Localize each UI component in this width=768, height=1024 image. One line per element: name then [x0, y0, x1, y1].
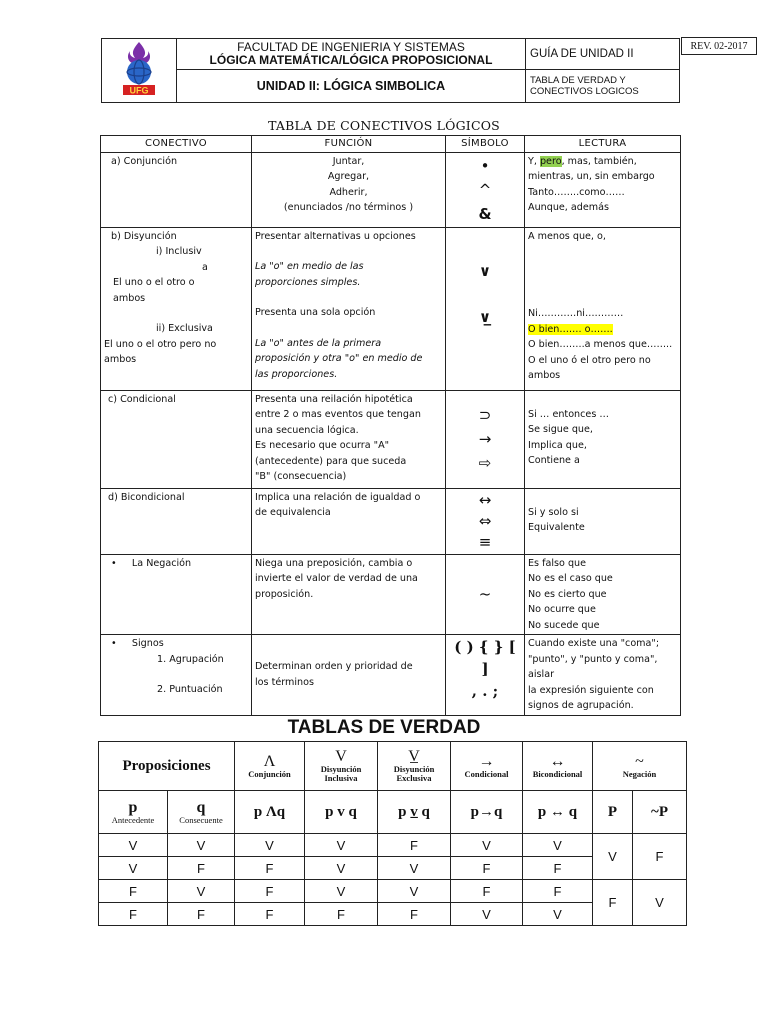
lectura-line: No ocurre que — [528, 604, 596, 615]
disyuncion-name-cell — [101, 227, 252, 390]
bicondicional-name: d) Bicondicional — [101, 488, 252, 554]
truth-cell: V — [235, 834, 305, 857]
revision-box: REV. 02-2017 — [681, 37, 757, 55]
neg-cell: V — [633, 880, 687, 926]
topic-line-2: CONECTIVOS LOGICOS — [530, 85, 639, 97]
truth-cell: V — [523, 834, 593, 857]
funcion-line: Presenta una sola opción — [255, 307, 376, 318]
truth-cell: F — [99, 880, 168, 903]
left-right-arrow-icon: ↔ — [549, 752, 566, 770]
truth-cell: F — [378, 903, 451, 926]
funcion-line: proposición. — [255, 588, 314, 600]
exclusiva-desc: ambos — [104, 354, 137, 365]
lectura-line: ambos — [528, 370, 561, 381]
op-disyuncion-inclusiva — [305, 742, 378, 791]
faculty-name: FACULTAD DE INGENIERIA Y SISTEMAS — [237, 39, 465, 54]
truth-cell: F — [99, 903, 168, 926]
truth-cell: F — [523, 857, 593, 880]
head-neg-notp: ~P — [633, 791, 687, 834]
op-negacion — [593, 742, 687, 791]
signos-title-line — [111, 636, 248, 652]
truth-cell: V — [168, 880, 235, 903]
condicional-funcion — [252, 390, 446, 488]
condicional-name: c) Condicional — [101, 390, 252, 488]
lectura-line: No sucede que — [528, 619, 600, 631]
neg-cell: V — [593, 834, 633, 880]
conjuncion-symbols — [446, 152, 525, 227]
lectura-text: Y, — [528, 155, 540, 167]
truth-tables-title: TABLAS DE VERDAD — [287, 717, 481, 738]
logo-cell — [102, 39, 177, 103]
truth-row — [99, 834, 687, 857]
connectives-header-row — [101, 136, 681, 153]
truth-cell: F — [235, 880, 305, 903]
course-title-cell — [177, 39, 526, 70]
caret-symbol: ^ — [478, 180, 492, 199]
funcion-line: Presentar alternativas u opciones — [255, 230, 416, 242]
negacion-lectura — [525, 554, 681, 635]
condicional-symbols — [446, 390, 525, 488]
truth-cell: V — [168, 834, 235, 857]
var-caption: Consecuente — [179, 814, 223, 825]
truth-table — [98, 741, 687, 926]
lectura-text: , mas, también, — [561, 155, 637, 167]
exclusiva-label: ii) Exclusiva — [156, 323, 213, 334]
neg-cell: F — [593, 880, 633, 926]
truth-cell: V — [305, 880, 378, 903]
truth-cell: V — [378, 857, 451, 880]
truth-cell: V — [378, 880, 451, 903]
truth-cell: F — [235, 857, 305, 880]
svg-text:UFG: UFG — [129, 85, 149, 96]
right-arrow-symbol: → — [478, 430, 492, 448]
exclusiva-desc: El uno o el otro pero no — [104, 338, 217, 350]
lectura-line — [528, 322, 677, 338]
connectives-table — [100, 135, 681, 716]
lectura-line: A menos que, o, — [528, 230, 606, 242]
lectura-line: No es el caso que — [528, 573, 613, 584]
funcion-line: (enunciados /no términos ) — [283, 202, 414, 213]
tilde-symbol: ~ — [478, 585, 492, 604]
col-header-conectivo: CONECTIVO — [101, 136, 252, 153]
truth-cell: F — [451, 880, 523, 903]
truth-cell: V — [451, 903, 523, 926]
row-disyuncion — [101, 227, 681, 390]
left-right-arrow-symbol: ↔ — [478, 490, 492, 509]
truth-cell: F — [523, 880, 593, 903]
condicional-lectura — [525, 390, 681, 488]
col-header-lectura: LECTURA — [525, 136, 681, 153]
funcion-line: Agregar, — [327, 171, 370, 182]
var-symbol: p — [128, 798, 138, 816]
funcion-line: (antecedente) para que suceda — [255, 455, 407, 467]
truth-cell: F — [451, 857, 523, 880]
truth-cell: V — [523, 903, 593, 926]
row-conjuncion — [101, 152, 681, 227]
white-right-arrow-symbol: ⇨ — [478, 454, 492, 472]
puntuacion-label: 2. Puntuación — [157, 684, 223, 695]
funcion-line: Niega una preposición, cambia o — [255, 557, 413, 569]
document-header — [101, 38, 680, 103]
conjuncion-funcion — [252, 152, 446, 227]
lectura-line: O bien……..a menos que…….. — [528, 339, 673, 350]
funcion-line: entre 2 o mas eventos que tengan — [255, 409, 421, 420]
lectura-line: mientras, un, sin embargo — [528, 171, 655, 182]
bullet-icon: • — [111, 638, 117, 649]
lectura-line: Ni…………ni………… — [528, 308, 624, 319]
lectura-line: "punto", y "punto y coma", aislar — [528, 653, 658, 680]
signos-lectura — [525, 635, 681, 716]
op-bicondicional — [523, 742, 593, 791]
bicondicional-symbols — [446, 488, 525, 554]
funcion-line: Adherir, — [329, 186, 368, 198]
inclusiva-label: i) Inclusiv — [156, 246, 202, 257]
inclusive-or-symbol: ∨ — [478, 261, 492, 280]
highlighted-word: pero — [539, 155, 562, 167]
truth-cell: V — [305, 857, 378, 880]
lectura-line: No es cierto que — [528, 588, 607, 600]
lectura-line: Tanto……..como…… — [528, 186, 625, 198]
col-header-simbolo: SÍMBOLO — [446, 136, 525, 153]
funcion-note: las proporciones. — [255, 368, 338, 380]
disyuncion-lectura — [525, 227, 681, 390]
negacion-name: La Negación — [131, 557, 192, 569]
head-and: p Λq — [235, 791, 305, 834]
row-negacion — [101, 554, 681, 635]
col-header-funcion: FUNCIÓN — [252, 136, 446, 153]
inclusiva-desc: El uno o el otro o — [113, 277, 195, 288]
negacion-name-cell — [101, 554, 252, 635]
funcion-line: de equivalencia — [255, 507, 331, 518]
var-p — [99, 791, 168, 834]
lectura-line: Contiene a — [528, 455, 580, 466]
truth-cell: F — [235, 903, 305, 926]
op-label: Negación — [622, 768, 657, 779]
op-label: Bicondicional — [532, 768, 583, 779]
funcion-line: invierte el valor de verdad de una — [255, 573, 418, 584]
conjuncion-name: a) Conjunción — [101, 152, 252, 227]
truth-cell: F — [168, 903, 235, 926]
op-label: Inclusiva — [324, 773, 358, 783]
bullet-icon: • — [111, 557, 117, 569]
op-conjuncion — [235, 742, 305, 791]
bicondicional-funcion — [252, 488, 446, 554]
funcion-line: una secuencia lógica. — [255, 424, 359, 436]
inclusiva-label-wrap: a — [202, 261, 208, 273]
funcion-note: La "o" en medio de las — [255, 261, 364, 272]
lectura-line: Si … entonces … — [528, 408, 609, 420]
lectura-line: Cuando existe una "coma"; — [528, 638, 660, 649]
funcion-line: los términos — [255, 676, 314, 688]
var-caption: Antecedente — [111, 814, 155, 825]
agrupacion-label: 1. Agrupación — [157, 653, 224, 665]
op-label: Disyunción — [393, 764, 435, 774]
topic-line-1: TABLA DE VERDAD Y — [530, 74, 626, 86]
equivalence-symbol: ≡ — [478, 532, 492, 551]
signos-name: Signos — [131, 638, 164, 649]
conjuncion-lectura — [525, 152, 681, 227]
var-q — [168, 791, 235, 834]
or-icon: V — [335, 748, 347, 765]
funcion-line: Presenta una reilación hipotética — [255, 393, 413, 405]
row-signos — [101, 635, 681, 716]
truth-var-row — [99, 791, 687, 834]
superset-symbol: ⊃ — [478, 406, 492, 424]
bicondicional-lectura — [525, 488, 681, 554]
negacion-funcion — [252, 554, 446, 635]
lectura-line — [528, 154, 677, 170]
connectives-title: TABLA DE CONECTIVOS LÓGICOS — [268, 118, 500, 133]
truth-cell: V — [99, 834, 168, 857]
op-label: Disyunción — [320, 764, 362, 774]
head-or: p v q — [305, 791, 378, 834]
lectura-line: Equivalente — [528, 522, 585, 533]
funcion-line: "B" (consecuencia) — [255, 471, 347, 482]
op-label: Condicional — [464, 768, 509, 779]
double-arrow-symbol: ⇔ — [478, 511, 492, 530]
truth-cell: F — [378, 834, 451, 857]
ufg-logo-icon — [117, 39, 161, 97]
course-name: LÓGICA MATEMÁTICA/LÓGICA PROPOSICIONAL — [209, 52, 493, 67]
var-symbol: q — [196, 798, 206, 816]
op-label: Exclusiva — [396, 773, 432, 783]
funcion-line: Juntar, — [332, 155, 365, 167]
funcion-line: Implica una relación de igualdad o — [255, 491, 421, 503]
op-disyuncion-exclusiva — [378, 742, 451, 791]
neg-cell: F — [633, 834, 687, 880]
lectura-line: Aunque, además — [528, 202, 609, 213]
truth-cell: F — [305, 903, 378, 926]
truth-op-row — [99, 742, 687, 791]
truth-cell: F — [168, 857, 235, 880]
head-cond: p→q — [451, 791, 523, 834]
ampersand-symbol: & — [478, 204, 492, 223]
truth-cell: V — [305, 834, 378, 857]
disyuncion-name: b) Disyunción — [111, 230, 177, 242]
truth-cell: V — [451, 834, 523, 857]
topic-cell — [526, 69, 680, 102]
funcion-note: La "o" antes de la primera — [255, 337, 382, 349]
row-condicional — [101, 390, 681, 488]
lectura-line: signos de agrupación. — [528, 700, 634, 711]
truth-cell: V — [99, 857, 168, 880]
highlighted-phrase: O bien……. o……. — [528, 323, 613, 335]
op-label: Conjunción — [248, 768, 291, 779]
head-bicond: p ↔ q — [523, 791, 593, 834]
truth-row — [99, 880, 687, 903]
lectura-line: Es falso que — [528, 557, 587, 569]
exclusive-or-symbol: ∨̲ — [478, 307, 492, 326]
signos-symbols — [446, 635, 525, 716]
lectura-line: Se sigue que, — [528, 424, 593, 435]
xor-icon: V̲ — [408, 748, 420, 765]
disyuncion-symbols — [446, 227, 525, 390]
disyuncion-funcion — [252, 227, 446, 390]
lectura-line: la expresión siguiente con — [528, 684, 654, 696]
funcion-note: proporciones simples. — [255, 276, 361, 288]
signos-funcion — [252, 635, 446, 716]
tilde-icon: ~ — [635, 752, 644, 770]
punctuation-symbols: , . ; — [471, 682, 499, 700]
guide-label: GUÍA DE UNIDAD II — [526, 39, 680, 70]
inclusiva-desc: ambos — [113, 292, 146, 304]
lectura-line: O el uno ó el otro pero no — [528, 354, 651, 366]
dot-symbol: • — [480, 156, 490, 175]
signos-name-cell — [101, 635, 252, 716]
right-arrow-icon: → — [478, 752, 495, 770]
lectura-line: Implica que, — [528, 439, 587, 451]
op-condicional — [451, 742, 523, 791]
funcion-note: proposición y otra "o" en medio de — [255, 353, 423, 364]
and-icon: Λ — [263, 752, 276, 770]
funcion-line: Determinan orden y prioridad de — [255, 661, 413, 673]
proposiciones-header: Proposiciones — [99, 742, 235, 791]
lectura-line: Si y solo si — [528, 506, 579, 518]
funcion-line: Es necesario que ocurra "A" — [255, 440, 390, 451]
grouping-symbols: ( ) { } [ ] — [454, 638, 516, 678]
head-xor: p v̲ q — [378, 791, 451, 834]
row-bicondicional — [101, 488, 681, 554]
unit-title: UNIDAD II: LÓGICA SIMBOLICA — [177, 69, 526, 102]
negacion-symbol-cell — [446, 554, 525, 635]
head-neg-p: P — [593, 791, 633, 834]
